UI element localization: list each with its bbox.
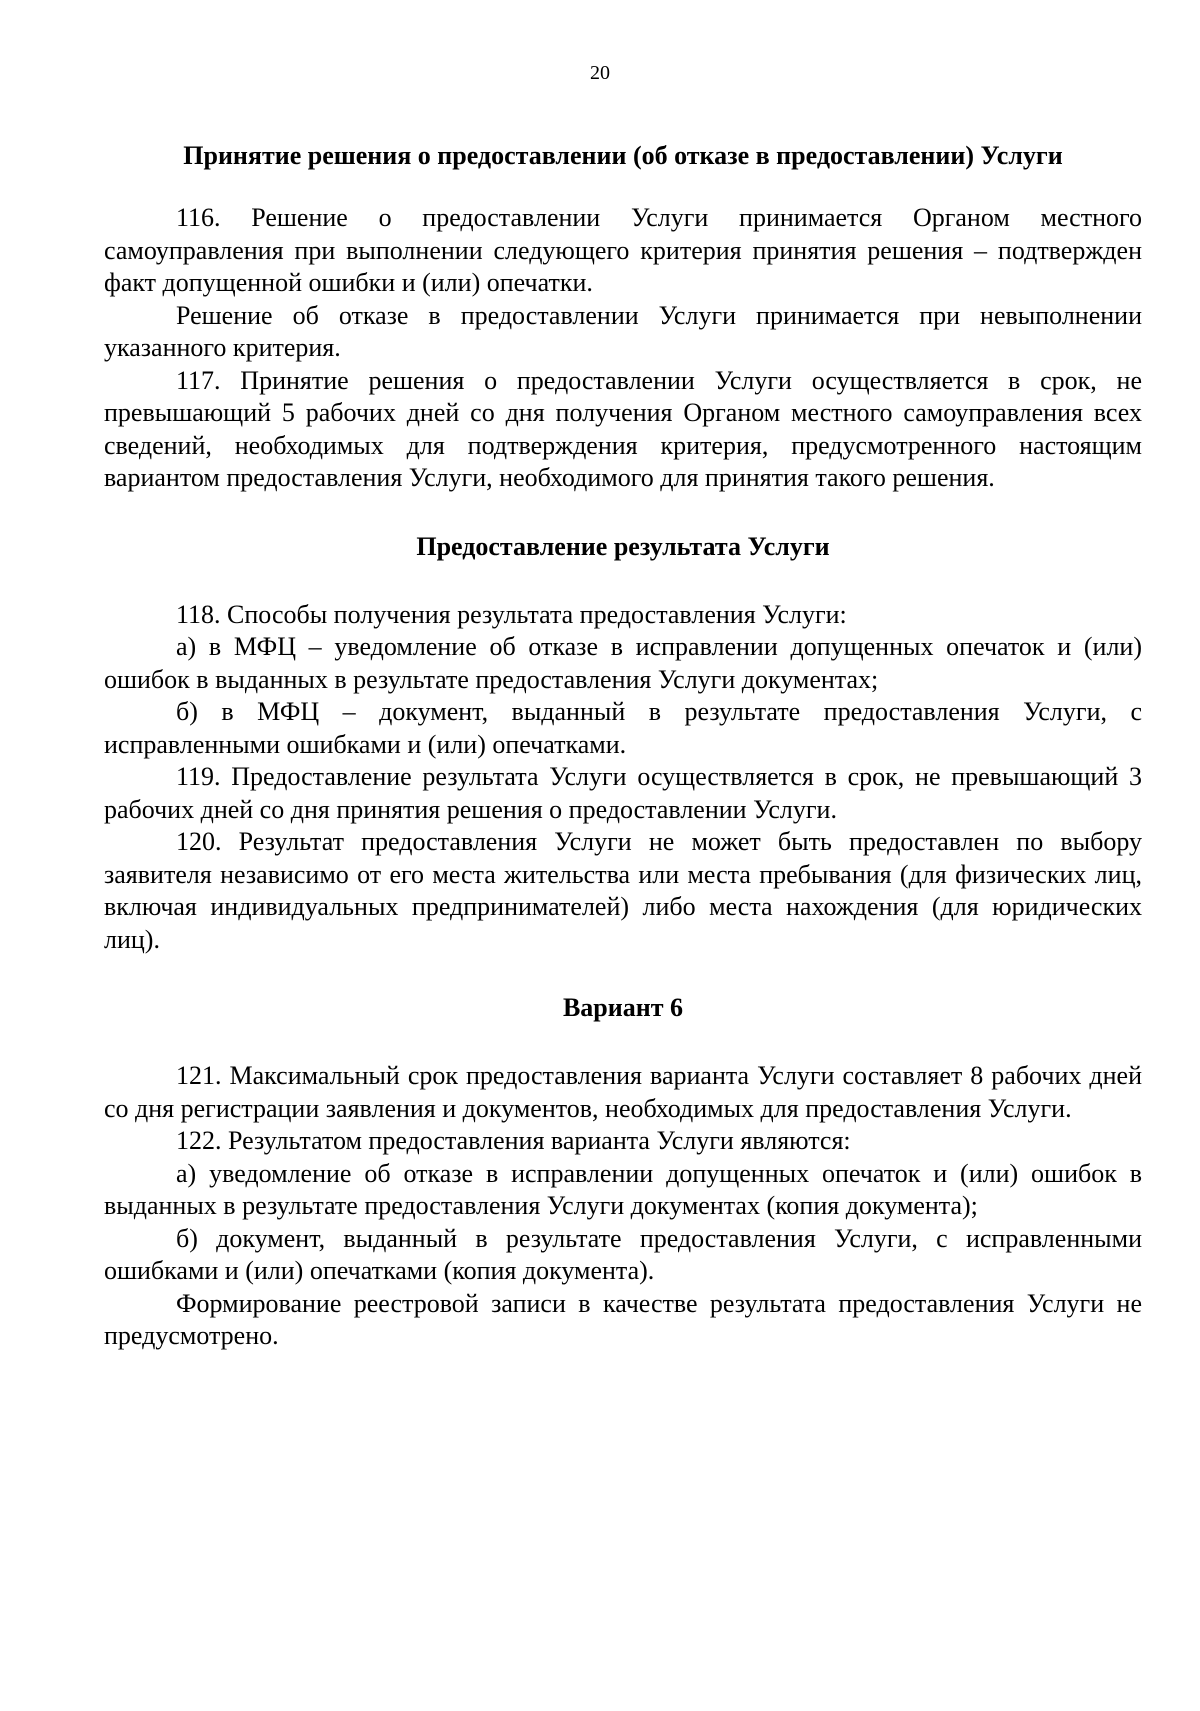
paragraph-119: 119. Предоставление результата Услуги осуществляется в срок, не превышающий 3 рабочих дней со дня принятия решения о предоставлении Услуги. bbox=[104, 762, 1142, 824]
page-number: 20 bbox=[590, 62, 610, 84]
paragraph-121: 121. Максимальный срок предоставления варианта Услуги составляет 8 рабочих дней со дня регистрации заявления и документов, необходимых для предоставления Услуги. bbox=[104, 1061, 1142, 1123]
document-body bbox=[104, 140, 1142, 1353]
paragraph-registry: Формирование реестровой записи в качестве результата предоставления Услуги не предусмотрено. bbox=[104, 1288, 1142, 1350]
paragraph-120: 120. Результат предоставления Услуги не может быть предоставлен по выбору заявителя независимо от его места жительства или места пребывания (для физических лиц, включая индивидуальных предпринимателей) либо места нахождения (для юридических лиц). bbox=[104, 827, 1142, 954]
paragraph-refusal: Решение об отказе в предоставлении Услуги принимается при невыполнении указанного критерия. bbox=[104, 300, 1142, 362]
paragraph-118: 118. Способы получения результата предоставления Услуги: bbox=[176, 599, 847, 629]
paragraph-122: 122. Результатом предоставления варианта Услуги являются: bbox=[176, 1126, 851, 1155]
section-heading-result: Предоставление результата Услуги bbox=[416, 531, 830, 561]
paragraph-118-b: б) в МФЦ – документ, выданный в результате предоставления Услуги, с исправленными ошибками и (или) опечатками. bbox=[104, 697, 1142, 759]
paragraph-122-b: б) документ, выданный в результате предоставления Услуги, с исправленными ошибками и (или) опечатками (копия документа). bbox=[104, 1223, 1142, 1285]
paragraph-118-a: а) в МФЦ – уведомление об отказе в исправлении допущенных опечаток и (или) ошибок в выданных в результате предоставления Услуги документах; bbox=[104, 632, 1142, 694]
paragraph-122-a: а) уведомление об отказе в исправлении допущенных опечаток и (или) ошибок в выданных в результате предоставления Услуги документах (копия документа); bbox=[104, 1158, 1142, 1220]
section-heading-decision: Принятие решения о предоставлении (об отказе в предоставлении) Услуги bbox=[183, 141, 1063, 170]
paragraph-116: 116. Решение о предоставлении Услуги принимается Органом местного самоуправления при выполнении следующего критерия принятия решения – подтвержден факт допущенной ошибки и (или) опечатки. bbox=[104, 203, 1142, 297]
section-heading-variant-6: Вариант 6 bbox=[562, 993, 684, 1022]
paragraph-117: 117. Принятие решения о предоставлении Услуги осуществляется в срок, не превышающий 5 рабочих дней со дня получения Органом местного самоуправления всех сведений, необходимых для подтверждения критерия, предусмотренного настоящим вариантом предоставления Услуги, необходимого для принятия такого решения. bbox=[104, 365, 1142, 492]
